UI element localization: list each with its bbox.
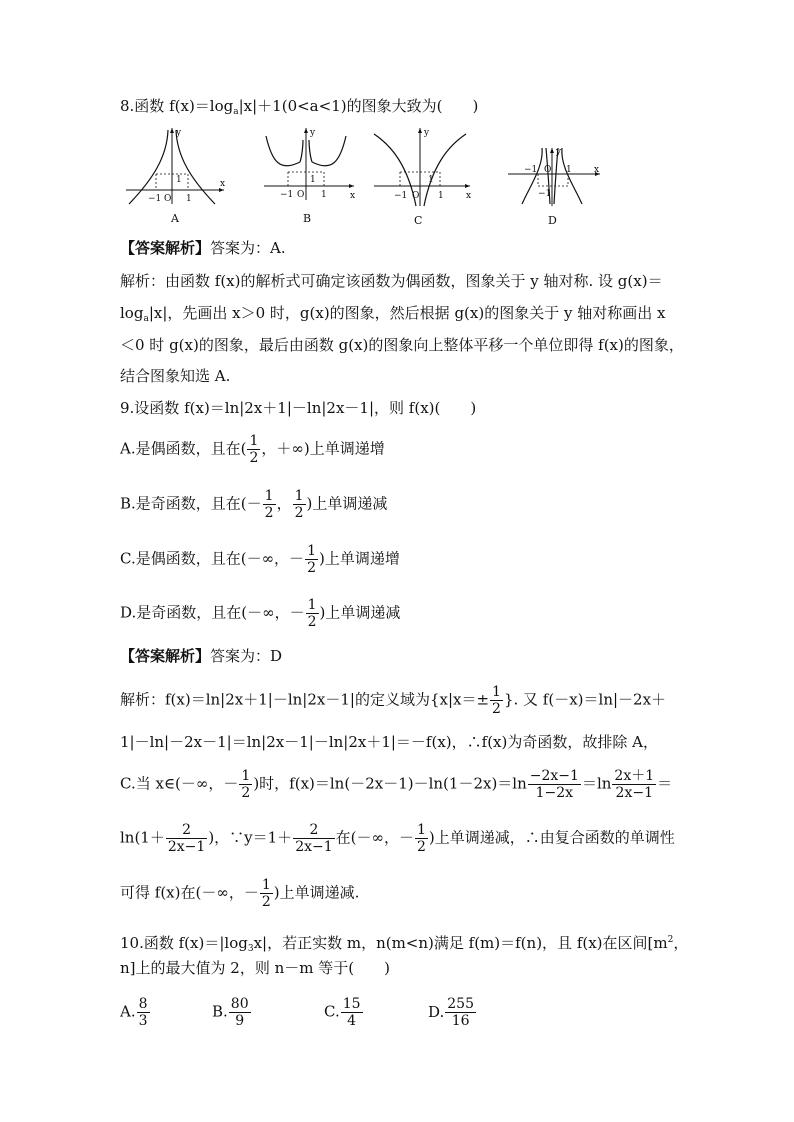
q10-d-frac xyxy=(445,996,476,1029)
frac-d: 2 xyxy=(249,450,259,466)
half-fraction xyxy=(247,433,260,466)
q9-c-pre: C.是偶函数，且在(－∞，－ xyxy=(120,549,305,568)
frac-d: 4 xyxy=(347,1013,357,1029)
frac-n: 2 xyxy=(166,822,207,839)
q9-answer-tag: 【答案解析】 xyxy=(120,647,211,665)
q8-analysis-3: ＜0 时 g(x)的图象，最后由函数 g(x)的图象向上整体平移一个单位即得 f(x)的图象， xyxy=(120,336,684,354)
half-fraction xyxy=(415,822,428,855)
frac-4 xyxy=(293,822,334,855)
q9-a5-post: )上单调递减. xyxy=(273,883,360,902)
q10-option-c xyxy=(324,996,428,1029)
q10-stem-1 xyxy=(120,930,688,959)
q8-analysis-4: 结合图象知选 A. xyxy=(120,367,231,385)
q8-answer-text: 答案为：A. xyxy=(210,239,286,257)
graph-d-neg1: −1 xyxy=(524,165,538,175)
q9-option-d xyxy=(120,597,400,630)
frac-d: 2 xyxy=(307,560,316,576)
q9-analysis-2: 1|－ln|－2x－1|＝ln|2x－1|－ln|2x＋1|＝－f(x)，∴f(x)为奇函数，故排除 A， xyxy=(120,733,658,751)
q10-d-label: D. xyxy=(428,1002,445,1021)
q9-analysis-4 xyxy=(120,822,675,855)
q10-option-a xyxy=(120,996,212,1029)
frac-d: 1−2x xyxy=(535,785,574,801)
q9-b-pre: B.是奇函数，且在(－ xyxy=(120,494,262,513)
q9-b-post: )上单调递减 xyxy=(306,494,388,513)
q10-l1-sub: 3 xyxy=(247,944,254,954)
frac-d: 2 xyxy=(294,505,304,521)
graph-c-one: 1 xyxy=(428,175,434,185)
q8-stem-sub: a xyxy=(233,107,239,117)
graph-a-x: x xyxy=(220,179,226,189)
frac-n: 1 xyxy=(417,822,426,838)
graph-d-1: 1 xyxy=(566,165,572,175)
frac-d: 2 xyxy=(264,505,274,521)
q9-a3-eq: ＝ln xyxy=(581,774,612,793)
graph-a-one: 1 xyxy=(176,175,182,185)
q9-a3-mid: )时，f(x)＝ln(－2x－1)－ln(1－2x)＝ln xyxy=(253,774,527,793)
graph-a-label: A xyxy=(171,212,179,225)
frac-n: 1 xyxy=(249,433,259,449)
q8-analysis-1: 解析：由函数 f(x)的解析式可确定该函数为偶函数，图象关于 y 轴对称. 设 g(x)＝ xyxy=(120,272,663,290)
graph-c-neg1: −1 xyxy=(394,191,408,201)
q9-answer-text: 答案为：D xyxy=(210,647,283,665)
graph-a-neg1: −1 xyxy=(148,194,162,204)
q9-c-post: )上单调递增 xyxy=(318,549,400,568)
graph-c xyxy=(372,126,477,208)
q9-a5-pre: 可得 f(x)在(－∞，－ xyxy=(120,883,259,902)
q9-a1-post: }. 又 f(－x)＝ln|－2x＋ xyxy=(503,690,667,709)
half-fraction xyxy=(260,877,273,910)
q8-analysis-log: log xyxy=(120,304,144,322)
q10-a-frac xyxy=(137,996,150,1029)
q9-d-post: )上单调递减 xyxy=(319,603,401,622)
q10-b-frac xyxy=(229,996,251,1029)
q9-a-pre: A.是偶函数，且在( xyxy=(120,439,247,458)
frac-d: 2x−1 xyxy=(615,785,653,801)
q9-a4-mid: )，∵y＝1＋ xyxy=(208,828,293,847)
q10-stem-2: n]上的最大值为 2，则 n－m 等于( ) xyxy=(120,959,390,977)
q9-b-mid: ， xyxy=(276,494,292,513)
half-fraction xyxy=(306,597,319,630)
frac-n: 1 xyxy=(241,768,251,784)
frac-n: 1 xyxy=(492,684,501,700)
graph-c-y: y xyxy=(424,128,430,138)
graph-b-1: 1 xyxy=(321,190,327,200)
q9-answer xyxy=(120,646,282,666)
q9-option-a xyxy=(120,433,385,466)
graph-a-1: 1 xyxy=(186,194,192,204)
q8-stem xyxy=(120,96,478,122)
frac-d: 2x−1 xyxy=(295,839,333,855)
frac-1 xyxy=(528,768,581,801)
frac-n: 2 xyxy=(293,822,334,839)
frac-n: 8 xyxy=(138,996,148,1012)
graph-c-x: x xyxy=(466,191,472,201)
q10-a-label: A. xyxy=(120,1002,136,1021)
q9-a-post: ，＋∞)上单调递增 xyxy=(261,439,385,458)
q9-stem: 9.设函数 f(x)＝ln|2x＋1|－ln|2x－1|，则 f(x)( ) xyxy=(120,399,477,417)
q10-l1-pre: 10.函数 f(x)＝|log xyxy=(120,934,248,952)
frac-n: 1 xyxy=(294,488,304,504)
q9-a4-pre: ln(1＋ xyxy=(120,828,165,847)
q10-l1-post: x|，若正实数 m，n(m<n)满足 f(m)＝f(n)，且 f(x)在区间[m xyxy=(253,934,668,952)
frac-d: 2x−1 xyxy=(167,839,206,855)
half-fraction xyxy=(490,684,503,717)
q9-option-c xyxy=(120,543,400,576)
graph-a-o: O xyxy=(164,194,172,204)
q8-stem-b: |x|＋1(0<a<1)的图象大致为( ) xyxy=(238,97,479,115)
graph-c-label: C xyxy=(414,214,423,227)
graph-c-o: O xyxy=(412,191,420,201)
frac-n: 255 xyxy=(447,996,474,1012)
q9-analysis-5 xyxy=(120,877,359,910)
frac-n: 1 xyxy=(264,488,274,504)
graph-d-x: x xyxy=(594,165,600,175)
half-fraction xyxy=(263,488,276,521)
q8-analysis-2 xyxy=(120,303,665,329)
q9-d-pre: D.是奇函数，且在(－∞，－ xyxy=(120,603,305,622)
frac-d: 16 xyxy=(451,1013,470,1029)
graph-a-y: y xyxy=(176,128,182,138)
q8-answer-tag: 【答案解析】 xyxy=(120,239,211,257)
half-fraction xyxy=(239,768,252,801)
frac-d: 2 xyxy=(492,701,501,717)
q9-a4-mid2: 在(－∞，－ xyxy=(335,828,414,847)
q10-c-label: C. xyxy=(324,1002,340,1021)
q8-stem-a: 8.函数 f(x)＝log xyxy=(120,97,234,115)
graph-b xyxy=(262,126,362,206)
frac-3 xyxy=(166,822,207,855)
graph-b-one: 1 xyxy=(310,175,316,185)
frac-n: 1 xyxy=(261,877,271,893)
frac-d: 2 xyxy=(261,894,271,910)
q9-a4-post: )上单调递减，∴由复合函数的单调性 xyxy=(428,828,675,847)
half-fraction xyxy=(293,488,306,521)
graph-d xyxy=(506,146,606,208)
graph-d-y: y xyxy=(556,147,562,157)
q10-b-label: B. xyxy=(212,1002,228,1021)
frac-2 xyxy=(612,768,656,801)
graph-d-o: O xyxy=(544,165,552,175)
frac-n: 1 xyxy=(307,597,317,613)
q10-options xyxy=(120,996,477,1029)
q9-analysis-1 xyxy=(120,684,666,717)
graph-d-neg1-y: −1 xyxy=(538,189,552,199)
graph-a xyxy=(124,126,229,206)
q10-option-d xyxy=(428,996,477,1029)
graph-b-y: y xyxy=(310,128,316,138)
q10-option-b xyxy=(212,996,324,1029)
graph-d-label: D xyxy=(548,214,557,227)
graph-b-x: x xyxy=(350,191,356,201)
q8-analysis-2-text: |x|，先画出 x＞0 时，g(x)的图象，然后根据 g(x)的图象关于 y 轴对称画出 x xyxy=(148,304,666,322)
frac-n: 15 xyxy=(342,996,361,1012)
graph-b-o: O xyxy=(297,190,305,200)
q9-a3-end: ＝ xyxy=(657,774,673,793)
q9-analysis-3 xyxy=(120,768,672,801)
graph-b-neg1: −1 xyxy=(280,190,294,200)
q8-analysis-log-sub: a xyxy=(143,314,149,324)
q10-c-frac xyxy=(341,996,363,1029)
q9-a3-pre: C.当 x∈(－∞，－ xyxy=(120,774,239,793)
frac-d: 3 xyxy=(138,1013,148,1029)
frac-d: 9 xyxy=(235,1013,245,1029)
frac-n: 80 xyxy=(230,996,249,1012)
frac-d: 2 xyxy=(241,785,251,801)
q9-option-b xyxy=(120,488,387,521)
q8-answer xyxy=(120,238,286,258)
frac-n: 2x＋1 xyxy=(614,768,655,784)
frac-n: 1 xyxy=(307,543,316,559)
frac-d: 2 xyxy=(417,839,426,855)
graph-c-1: 1 xyxy=(438,191,444,201)
frac-d: 2 xyxy=(307,614,317,630)
frac-n: −2x−1 xyxy=(529,768,579,784)
q9-a1-pre: 解析：f(x)＝ln|2x＋1|－ln|2x－1|的定义域为{x|x＝± xyxy=(120,690,490,709)
half-fraction xyxy=(305,543,318,576)
q10-l1-end: ， xyxy=(673,934,689,952)
q10-l1-sup: 2 xyxy=(667,935,674,945)
graph-b-label: B xyxy=(303,212,312,225)
